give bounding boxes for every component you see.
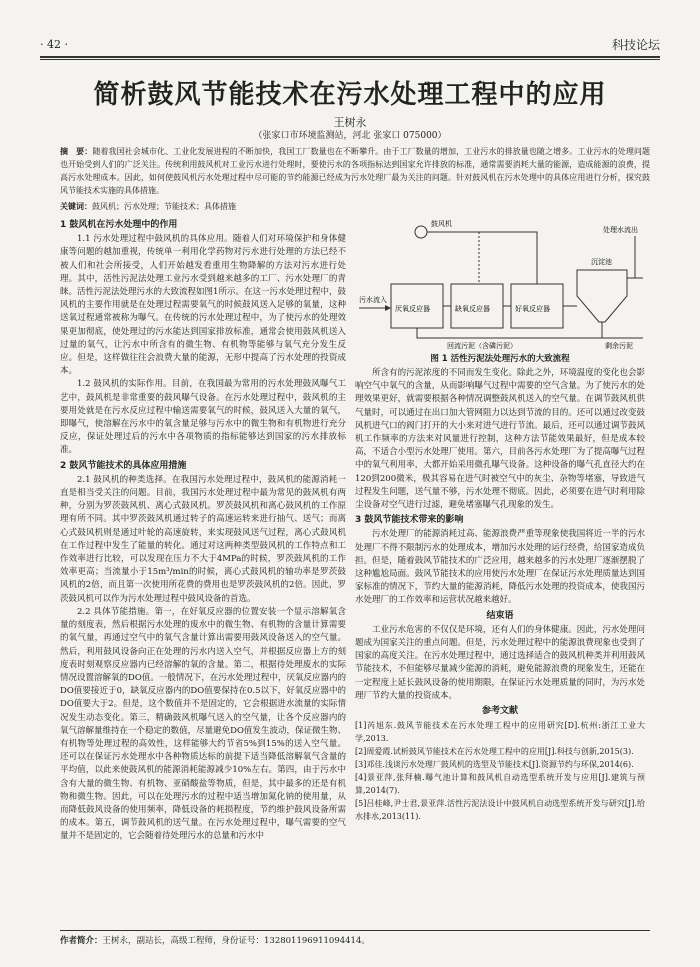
- header-rule-thin: [40, 59, 660, 60]
- section-heading-3: 3 鼓风节能技术带来的影响: [355, 515, 464, 526]
- figure-caption: 图 1 活性污泥法处理污水的大致流程: [430, 354, 570, 364]
- paragraph: 1.2 鼓风机的实际作用。目前，在我国最为常用的污水处理鼓风曝气工艺中，鼓风机是非常重要的鼓风曝气设备。在污水处理过程中，鼓风机的主要用处就是在污水反应过程中输送需要氧气的时候，鼓风送入大量的氧气，即曝气，使溶解在污水中的氧含量足够与污水中的微生物和有机物进行充分反应，保证处理过后的污水中各项物质的指标能够达到国家的污水排放标准。: [60, 379, 346, 456]
- blower-icon: [415, 226, 427, 238]
- page-header: [40, 34, 660, 54]
- conclusion-heading: 结束语: [486, 610, 514, 621]
- footer-rule: [60, 930, 650, 931]
- clarifier-tank: [577, 270, 627, 322]
- air-line: [427, 232, 537, 284]
- section-label: 科技论坛: [611, 38, 660, 52]
- affiliation: （张家口市环境监测站，河北 张家口 075000）: [253, 131, 447, 141]
- right-column: [355, 367, 645, 929]
- header-rule: [40, 56, 660, 58]
- paragraph: 污水处理厂的能源消耗过高、能源浪费严重等现象使我国将近一半的污水处理厂不得不限制污水的处理成本，增加污水处理的运行经费，给国家造成负担。但是，随着鼓风节能技术的广泛应用，越来越多的污水处理厂逐渐摆脱了这种尴尬局面。鼓风节能技术的应用使污水处理厂在保证污水处理质量达到国家标准的情况下，节约大量的能源消耗，降低污水处理的投资成本，使我国污水处理厂的工作效率和运营状况越来越好。: [355, 529, 645, 606]
- bio-text: 王树永，副站长，高级工程师，身份证号：132801196911094414。: [102, 936, 370, 946]
- return-sludge-label: 回流污泥（含磷污泥）: [447, 342, 517, 350]
- paragraph: 所含有的污泥浓度的不同而发生变化。除此之外，环境温度的变化也会影响空气中氧气的含量，从而影响曝气过程中需要的空气含量。为了使污水的处理效果更好，就需要根据各种情况调整鼓风机送入的空气量。在调节鼓风机供气量时，可以通过在出口加大管网阻力以达到节流的目的。还可以通过改变鼓风机进气口的阀门打开的大小来对进气进行节流。最后，还可以通过调节鼓风机工作频率的方法来对风量进行控制，这种方法节能效果最好，但是成本较高，不适合小型污水处理厂使用。第六，目前各污水处理厂为了提高曝气过程中的氧气利用率，大都开始采用微孔曝气设备。这种设备的曝气孔直径大约在120到200微米，极其容易在进气时被空气中的灰尘、杂物等堵塞，导致进气过程发生问题，送气量不够，污水处理不彻底。因此，必须要在进气时利用除尘设备对空气进行过滤，避免堵塞曝气孔现象的发生。: [355, 368, 645, 511]
- reference-item: [4]景亚萍,张拜楠.曝气池计算和鼓风机自动选型系统开发与应用[J].建筑与预算,2014(7).: [355, 773, 645, 796]
- inflow-label: 污水流入: [359, 296, 387, 304]
- paragraph: 2.1 鼓风机的种类选择。在我国污水处理过程中，鼓风机的能源消耗一直是相当受关注的问题。目前，我国污水处理过程中最为常见的鼓风机有两种，分别为罗茨鼓风机、离心式鼓风机。罗茨鼓风机和离心鼓风机的工作原理有所不同。其中罗茨鼓风机通过转子的高速运转来进行抽气、送气；而离心式鼓风机则是通过叶轮的高速旋转，来实现鼓风送气过程，离心式鼓风机在工作过程中发生了能量的转化。通过对这两种类型鼓风机的工作特点和工作效率进行比较，可以发现在压力不大于4MPa的时候，罗茨鼓风机的工作效率更高；当流量小于15m³/min的时候，离心式鼓风机的轴功率是罗茨鼓风机的2倍，而且第一次使用所花费的费用也是罗茨鼓风机的2倍。因此，罗茨鼓风机可以作为污水处理过程中鼓风设备的首选。: [60, 474, 346, 604]
- reference-item: [5]吕桂峰,尹士君,景亚萍.活性污泥法设计中鼓风机自动选型系统开发与研究[J].给水排水,2013(11).: [355, 799, 645, 822]
- author-name: 王树永: [333, 116, 367, 129]
- paragraph: 1.1 污水处理过程中鼓风机的具体应用。随着人们对环境保护和身体健康等问题的越加重视，传统单一利用化学药物对污水进行处理的方法已经不被人们和社会所接受，人们开始越发看重用生物降解的方法对污水进行处理。其中，活性污泥法处理工业污水受到越来越多的工厂、污水处理厂的青睐。活性污泥法处理污水的大致流程如图1所示。在这一污水处理过程中，鼓风机的主要作用就是在处理过程需要氧气的时候鼓风送入足够的氧量，这种送氧过程通常被称为曝气。在传统的污水处理过程中，为了使污水的处理效果更加彻底，使处理过的污水能达到国家排放标准，通常会使用鼓风机送入过量的氧气，让污水中所含有的微生物、有机物等能够与氧气充分发生反应。但是，这样做往往会浪费大量的能源，无形中提高了污水处理的投资成本。: [60, 234, 346, 377]
- keywords-label: 关键词：: [60, 201, 92, 211]
- paragraph: 2.2 具体节能措施。第一，在好氧反应器的位置安装一个显示溶解氧含量的刻度表，然后根据污水处理的废水中的微生物、有机物的含量计算需要的氧气量，再通过空气中的氧气含量计算出需要用鼓风设备送入的空气量。然后，利用鼓风设备向正在处理的污水内送入空气，并根据反应器上方的刻度表时刻观察反应器内已经溶解的氧的含量。第二，根据待处理废水的实际情况设置溶解氧的DO值。一般情况下，在污水处理过程中，厌氧反应器内的DO值要接近于0，缺氧反应器内的DO值要保持在0.5以下，好氧反应器中的DO值要大于2。但是，这个数值并不是固定的，它会根据进水流量的实际情况发生动态变化。第三，精确鼓风机曝气送入的空气量，让各个反应器内的氧气溶解量维持在一个稳定的数值，尽量避免DO值发生波动，保证微生物、有机物等处理过程的高效性，这样能够大约节省5%到15%的送入空气量。还可以在保证污水处理水中各种物质达标的前提下适当降低溶解氧气含量的平均值，以此来使鼓风机的能源消耗能源减少10%左右。第四，由于污水中含有大量的微生物、有机物、亚硝酸盐等物质，但是，其中最多的还是有机物和微生物。因此，可以在处理污水的过程中适当增加氮化钠的使用量，从而降低鼓风设备的使用频率，降低设备的耗损程度，节约维护鼓风设备所需的成本。第五，调节鼓风机的送气量。在污水处理过程中，曝气需要的空气量并不是固定的，它会随着待处理污水的总量和污水中: [60, 606, 346, 842]
- page-number: · 42 ·: [40, 38, 68, 51]
- blower-label: 鼓风机: [431, 220, 452, 228]
- excess-sludge-label: 剩余污泥: [605, 342, 633, 350]
- process-diagram: [355, 212, 645, 352]
- reference-item: [3]邓佳.浅谈污水处理厂鼓风机的选型及节能技术[J].资源节约与环保,2014(6).: [355, 760, 634, 770]
- anoxic-label: 缺氧反应器: [455, 305, 490, 313]
- return-sludge-line: [417, 322, 602, 338]
- references-heading: 参考文献: [481, 706, 518, 717]
- author-bio: [60, 934, 370, 946]
- aerobic-label: 好氧反应器: [515, 305, 550, 313]
- abstract: [60, 145, 650, 197]
- keywords-text: 鼓风机；污水处理；节能技术；具体措施: [92, 202, 236, 211]
- abstract-label: 摘 要：: [60, 147, 93, 156]
- paragraph: 工业污水危害的不仅仅是环境，还有人们的身体健康。因此，污水处理问题成为国家关注的重点问题。但是，污水处理过程中的能源浪费现象也受到了国家的高度关注。在污水处理过程中，通过选择适合的鼓风机种类并利用鼓风节能技术，不但能够尽量减少能源的消耗，避免能源浪费的现象发生，还能在一定程度上延长鼓风设备的使用期限，在保证污水处理质量的同时，为污水处理厂节约大量的投资成本。: [355, 624, 645, 701]
- anaerobic-label: 厌氧反应器: [395, 305, 430, 313]
- arrow-head-icon: [385, 305, 391, 311]
- paper-title: 简析鼓风节能技术在污水处理工程中的应用: [93, 80, 607, 110]
- treated-out-label: 处理水流出: [603, 226, 638, 234]
- abstract-text: 随着我国社会城市化、工业化发展进程的不断加快，我国工厂数量也在不断攀升。由于工厂数量的增加，工业污水的排放量也随之增多。工业污水的处理问题也开始受到人们的广泛关注。传统利用鼓风机对工业污水进行处理时，要使污水的各项指标达到国家允许排放的标准，通常需要消耗大量的能源，造成能源的浪费，提高污水处理成本。因此，如何使鼓风机污水处理过程中尽可能的节约能源已经成为污水处理厂最为关注的问题。针对鼓风机在污水处理中的具体应用进行分析，探究鼓风节能技术实施的具体措施。: [60, 147, 651, 195]
- section-heading-1: 1 鼓风机在污水处理中的作用: [60, 220, 178, 230]
- left-column: [60, 217, 346, 929]
- section-heading-2: 2 鼓风节能技术的具体应用措施: [60, 460, 187, 471]
- reference-item: [1]芮旭东.鼓风节能技术在污水处理工程中的应用研究[D].杭州:浙江工业大学,2013.: [355, 721, 645, 744]
- bio-label: 作者简介：: [60, 936, 103, 946]
- reference-item: [2]周爱霞.试析鼓风节能技术在污水处理工程中的应用[J].科技与创新,2015(3).: [355, 747, 634, 757]
- clarifier-label: 沉淀池: [591, 258, 612, 266]
